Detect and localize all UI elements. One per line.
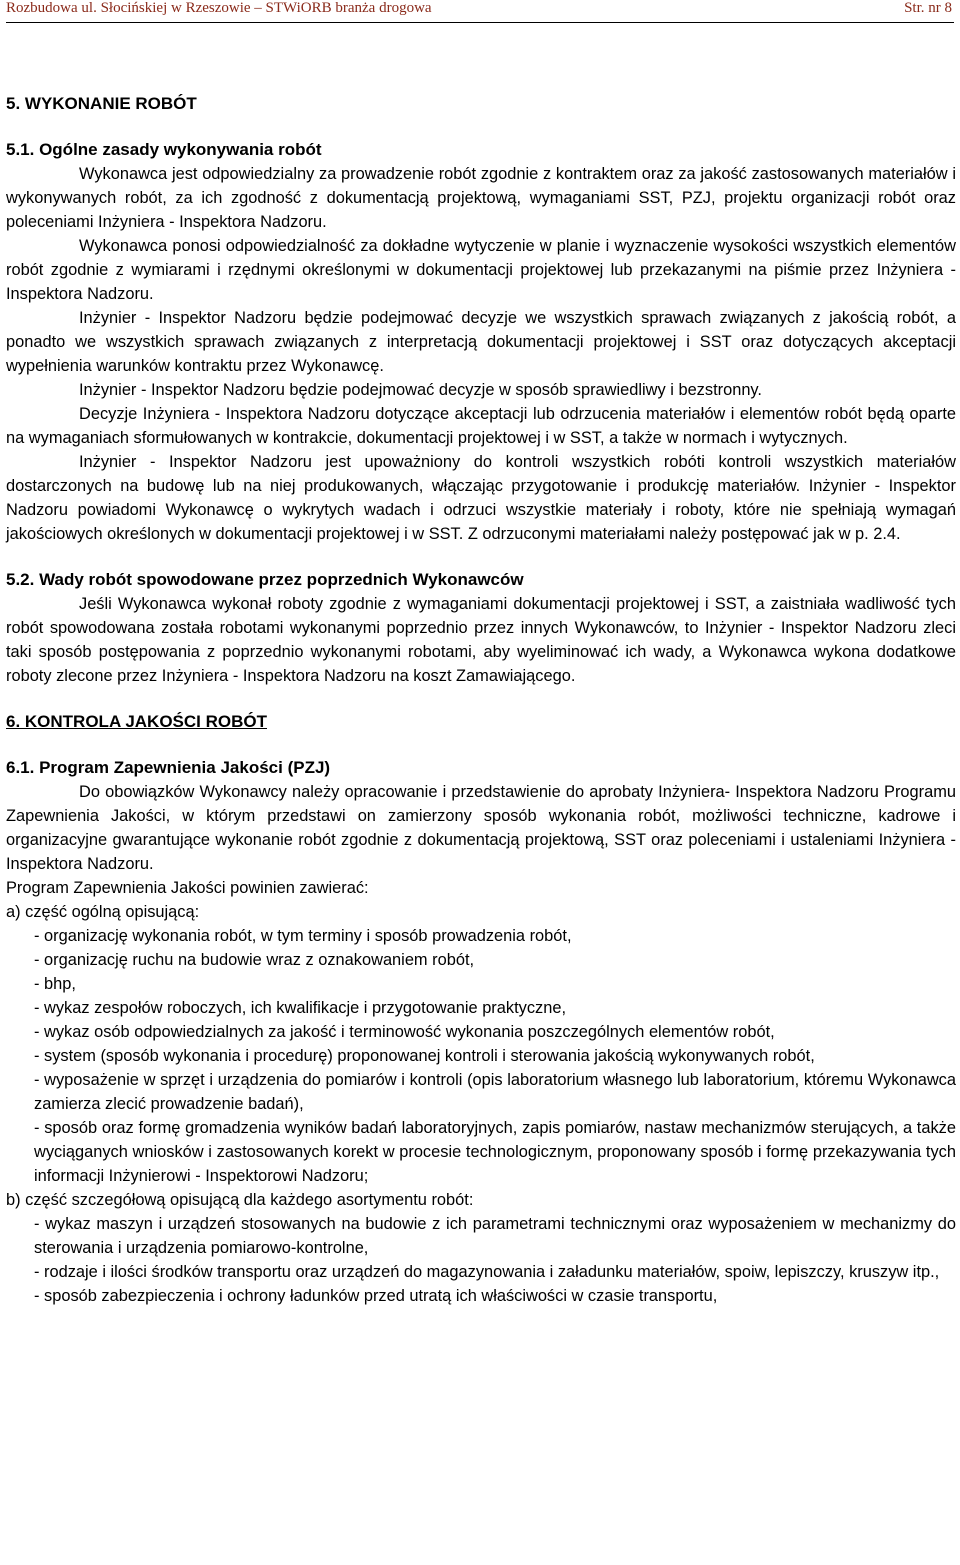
paragraph: Wykonawca jest odpowiedzialny za prowadzenie robót zgodnie z kontraktem oraz za jakość zastosowanych materiałów i wykonywanych robót, za ich zgodność z dokumentacją projektową, wymaganiami SST, PZJ, projektu organizacji robót oraz poleceniami Inżyniera - Inspektora Nadzoru.	[6, 165, 956, 231]
document-body	[6, 92, 956, 1308]
paragraph: Inżynier - Inspektor Nadzoru jest upoważniony do kontroli wszystkich robóti kontroli wszystkich materiałów dostarczonych na budowę lub na niej produkowanych, włączając przygotowanie i produkcję materiałów. Inżynier - Inspektor Nadzoru powiadomi Wykonawcę o wykrytych wadach i odrzuci wszystkie materiały i roboty, które nie spełniają wymagań jakościowych określonych w dokumentacji projektowej i w SST. Z odrzuconymi materiałami należy postępować jak w p. 2.4.	[6, 453, 956, 543]
section-6-1-heading: 6.1. Program Zapewnienia Jakości (PZJ)	[6, 758, 331, 777]
header-page-number: Str. nr 8	[904, 0, 952, 16]
list-item: - wykaz maszyn i urządzeń stosowanych na budowie z ich parametrami technicznymi oraz wyposażeniem w mechanizmy do sterowania i urządzenia pomiarowo-kontrolne,	[34, 1215, 956, 1257]
paragraph: Decyzje Inżyniera - Inspektora Nadzoru dotyczące akceptacji lub odrzucenia materiałów i elementów robót będą oparte na wymaganiach sformułowanych w kontrakcie, dokumentacji projektowej i w SST, a także w normach i wytycznych.	[6, 405, 956, 447]
list-b-label: b) część szczegółową opisującą dla każdego asortymentu robót:	[6, 1191, 474, 1209]
list-item: - organizację ruchu na budowie wraz z oznakowaniem robót,	[34, 951, 475, 969]
list-item: - sposób zabezpieczenia i ochrony ładunków przed utratą ich właściwości w czasie transportu,	[34, 1287, 718, 1305]
list-item: - system (sposób wykonania i procedurę) proponowanej kontroli i sterowania jakością wykonywanych robót,	[34, 1047, 815, 1065]
paragraph: Wykonawca ponosi odpowiedzialność za dokładne wytyczenie w planie i wyznaczenie wysokości wszystkich elementów robót zgodnie z wymiarami i rzędnymi określonymi w dokumentacji projektowej lub przekazanymi na piśmie przez Inżyniera - Inspektora Nadzoru.	[6, 237, 956, 303]
section-5-heading: 5. WYKONANIE ROBÓT	[6, 94, 197, 113]
list-item: - wykaz osób odpowiedzialnych za jakość i terminowość wykonania poszczególnych elementów robót,	[34, 1023, 775, 1041]
section-6-heading: 6. KONTROLA JAKOŚCI ROBÓT	[6, 712, 267, 731]
page-header	[6, 0, 954, 23]
paragraph: Jeśli Wykonawca wykonał roboty zgodnie z wymaganiami dokumentacji projektowej i SST, a zaistniała wadliwość tych robót spowodowana została robotami wykonanymi poprzednio przez innych Wykonawców, to Inżynier - Inspektor Nadzoru zleci taki sposób postępowania z poprzednio wykonanymi robotami, aby wyeliminować ich wady, a Wykonawca wykona dodatkowe roboty zlecone przez Inżyniera - Inspektora Nadzoru na koszt Zamawiającego.	[6, 595, 956, 685]
paragraph: Program Zapewnienia Jakości powinien zawierać:	[6, 879, 369, 897]
section-5-2-heading: 5.2. Wady robót spowodowane przez poprzednich Wykonawców	[6, 570, 524, 589]
list-a	[34, 924, 956, 1188]
list-item: - bhp,	[34, 975, 76, 993]
paragraph: Inżynier - Inspektor Nadzoru będzie podejmować decyzje we wszystkich sprawach związanych z jakością robót, a ponadto we wszystkich sprawach związanych z interpretacją dokumentacji projektowej i SST oraz dotyczących akceptacji wypełnienia warunków kontraktu przez Wykonawcę.	[6, 309, 956, 375]
list-a-label: a) część ogólną opisującą:	[6, 903, 200, 921]
section-5-1-heading: 5.1. Ogólne zasady wykonywania robót	[6, 140, 322, 159]
list-b	[34, 1212, 956, 1308]
list-item: - wyposażenie w sprzęt i urządzenia do pomiarów i kontroli (opis laboratorium własnego lub laboratorium, któremu Wykonawca zamierza zlecić prowadzenie badań),	[34, 1071, 956, 1113]
list-item: - sposób oraz formę gromadzenia wyników badań laboratoryjnych, zapis pomiarów, nastaw mechanizmów sterujących, a także wyciąganych wniosków i zastosowanych korekt w procesie technologicznym, proponowany sposób i formę przekazywania tych informacji Inżynierowi - Inspektorowi Nadzoru;	[34, 1119, 956, 1185]
paragraph: Inżynier - Inspektor Nadzoru będzie podejmować decyzje w sposób sprawiedliwy i bezstronny.	[79, 381, 762, 399]
header-left-text: Rozbudowa ul. Słocińskiej w Rzeszowie – STWiORB branża drogowa	[6, 0, 432, 16]
list-item: - organizację wykonania robót, w tym terminy i sposób prowadzenia robót,	[34, 927, 572, 945]
list-item: - rodzaje i ilości środków transportu oraz urządzeń do magazynowania i załadunku materiałów, spoiw, lepiszczy, kruszyw itp.,	[34, 1263, 940, 1281]
list-item: - wykaz zespołów roboczych, ich kwalifikacje i przygotowanie praktyczne,	[34, 999, 566, 1017]
paragraph: Do obowiązków Wykonawcy należy opracowanie i przedstawienie do aprobaty Inżyniera- Inspektora Nadzoru Programu Zapewnienia Jakości, w którym przedstawi on zamierzony sposób wykonania robót, możliwości techniczne, kadrowe i organizacyjne gwarantujące wykonanie robót zgodnie z dokumentacją projektową, SST oraz poleceniami i ustaleniami Inżyniera - Inspektora Nadzoru.	[6, 783, 956, 873]
